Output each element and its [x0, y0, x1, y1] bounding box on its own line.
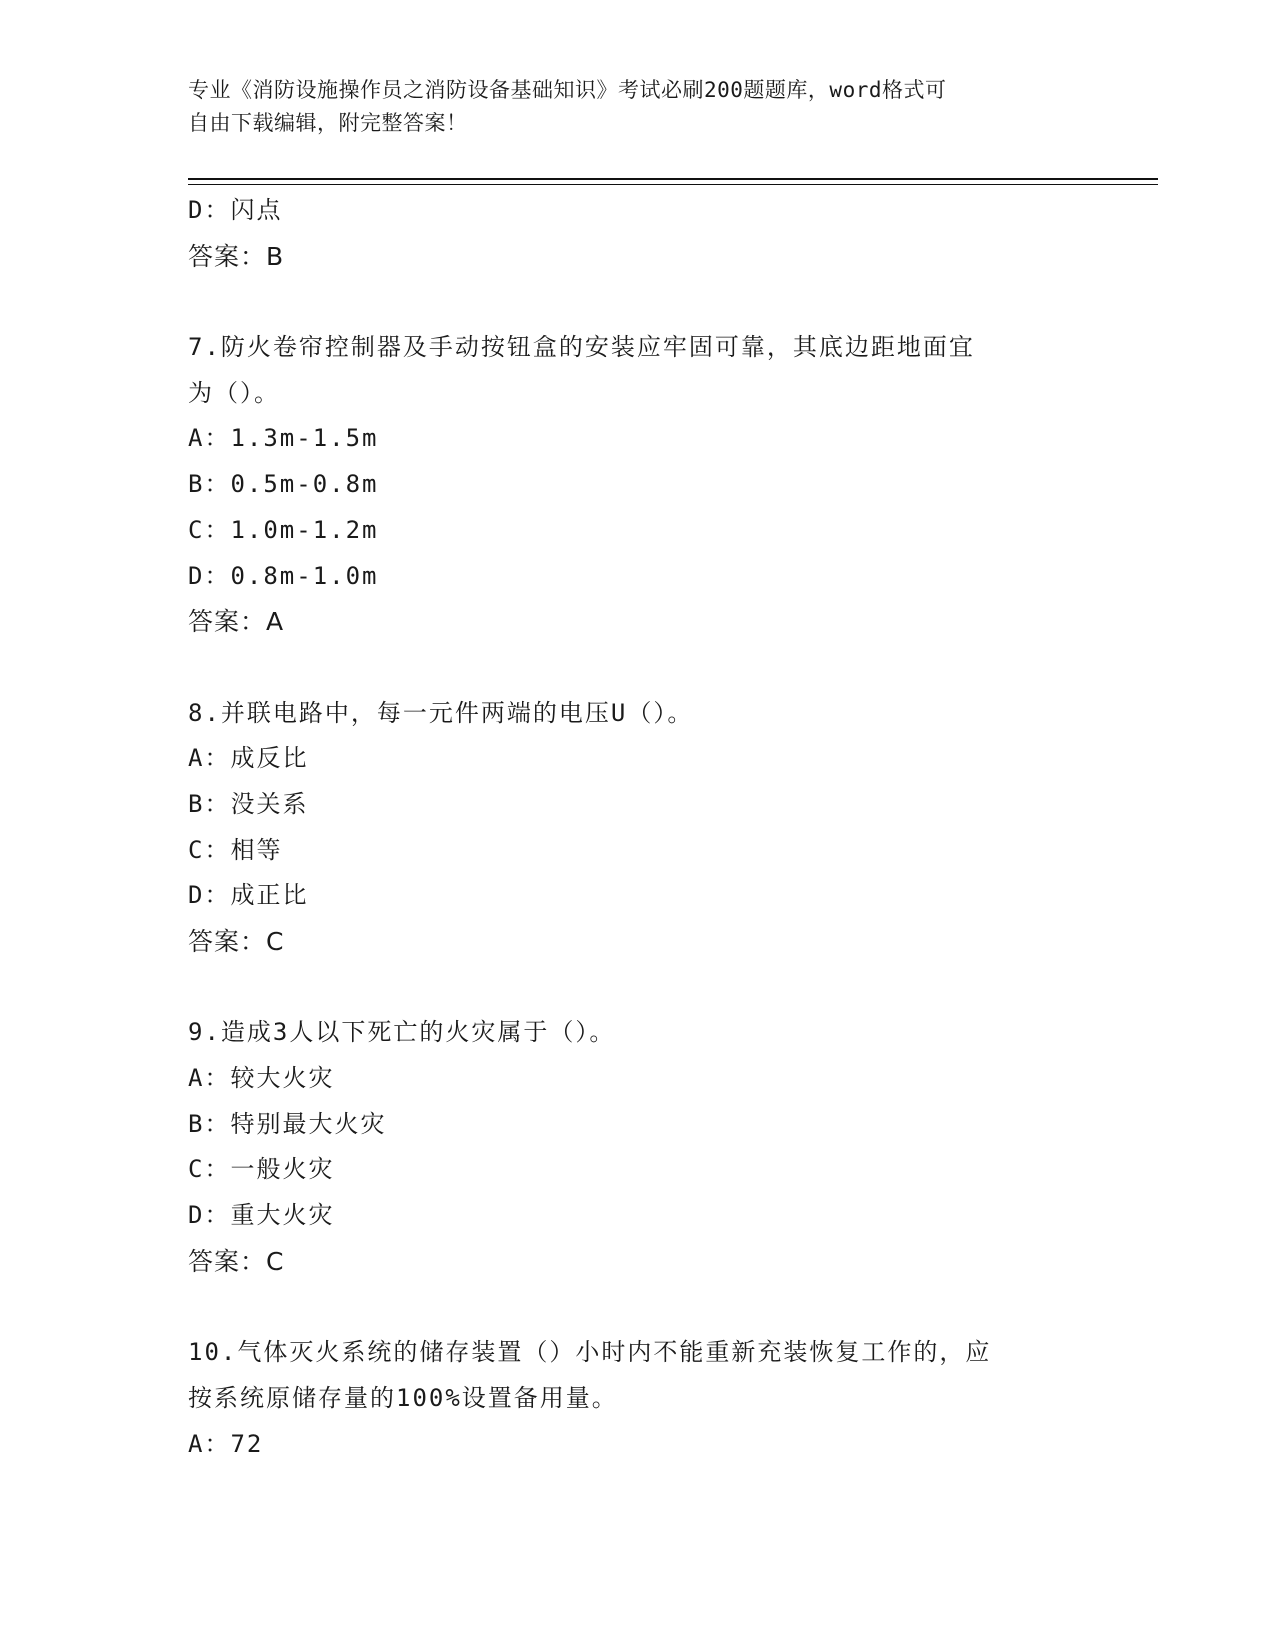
question-stem-continued: 按系统原储存量的100%设置备用量。 [188, 1383, 618, 1412]
option-a: A：成反比 [188, 744, 309, 773]
header-line-2: 自由下载编辑，附完整答案！ [188, 111, 468, 135]
spacer [188, 965, 1088, 1011]
option-b: B：没关系 [188, 789, 309, 818]
question-9 [188, 1010, 1088, 1284]
previous-question-tail [188, 188, 1088, 279]
answer-line: 答案：C [188, 927, 285, 956]
option-a: A：72 [188, 1429, 264, 1458]
question-stem: 8.并联电路中，每一元件两端的电压U（）。 [188, 698, 694, 727]
option-d: D：重大火灾 [188, 1201, 335, 1230]
option-c: C：1.0m-1.2m [188, 515, 379, 544]
question-stem: 7.防火卷帘控制器及手动按钮盒的安装应牢固可靠，其底边距地面宜 [188, 333, 975, 362]
question-stem-continued: 为（）。 [188, 378, 280, 407]
answer-line: 答案：A [188, 607, 285, 637]
question-stem: 10.气体灭火系统的储存装置（）小时内不能重新充装恢复工作的，应 [188, 1338, 992, 1367]
question-list [188, 188, 1088, 1467]
answer-line: 答案：B [188, 241, 285, 271]
header-divider-thin [188, 184, 1158, 185]
spacer [188, 645, 1088, 691]
header-line-1: 专业《消防设施操作员之消防设备基础知识》考试必刷200题题库，word格式可 [188, 78, 947, 102]
option-a: A：1.3m-1.5m [188, 424, 379, 453]
option-c: C：相等 [188, 835, 283, 864]
option-d: D：闪点 [188, 196, 283, 224]
header-divider-thick [188, 178, 1158, 180]
spacer [188, 1285, 1088, 1331]
option-d: D：0.8m-1.0m [188, 561, 379, 590]
option-b: B：0.5m-0.8m [188, 470, 379, 499]
question-7 [188, 325, 1088, 645]
question-stem: 9.造成3人以下死亡的火灾属于（）。 [188, 1018, 616, 1047]
spacer [188, 279, 1088, 325]
option-b: B：特别最大火灾 [188, 1109, 387, 1138]
option-a: A：较大火灾 [188, 1064, 335, 1093]
option-d: D：成正比 [188, 881, 309, 910]
question-8 [188, 691, 1088, 965]
document-header [188, 74, 1078, 140]
question-10 [188, 1330, 1088, 1467]
option-c: C：一般火灾 [188, 1155, 335, 1184]
answer-line: 答案：C [188, 1246, 285, 1276]
